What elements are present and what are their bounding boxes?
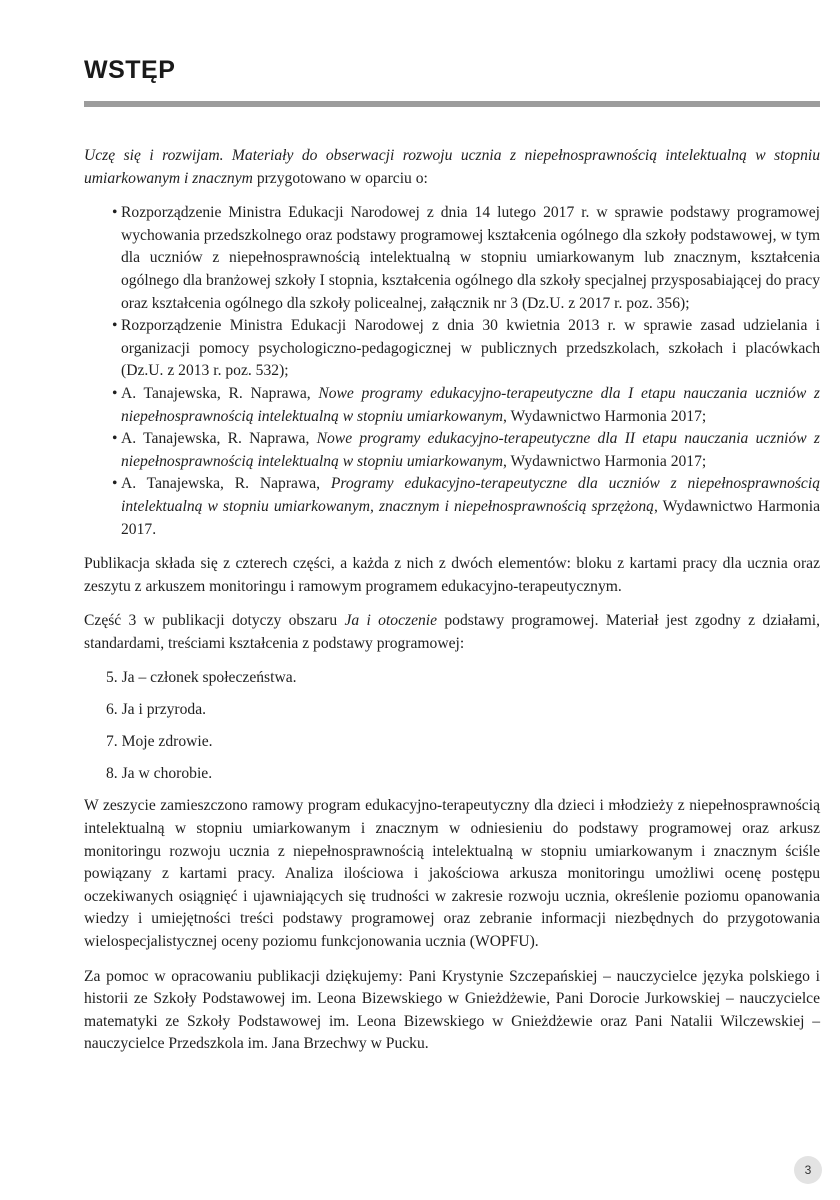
reference-item: • A. Tanajewska, R. Naprawa, Programy edukacyjno-terapeutyczne dla uczniów z niepełnosprawnością intelektualną w stopniu umiarkowanym, znacznym i niepełnosprawnością sprzężoną, Wydawnictwo Harmonia 2017. (112, 475, 820, 538)
section-item: 8. Ja w chorobie. (106, 765, 213, 783)
sections-list (84, 667, 820, 785)
reference-item: • A. Tanajewska, R. Naprawa, Nowe programy edukacyjno-terapeutyczne dla I etapu nauczania uczniów z niepełnosprawnością intelektualną w stopniu umiarkowanym, Wydawnictwo Harmonia 2017; (112, 384, 820, 425)
area-name: Ja i otoczenie (344, 612, 438, 630)
part-paragraph: Część 3 w publikacji dotyczy obszaru Ja i otoczenie podstawy programowej. Materiał jest zgodny z działami, standardami, treściami kształcenia z podstawy programowej: (84, 612, 820, 652)
structure-paragraph: Publikacja składa się z czterech części, a każda z nich z dwóch elementów: bloku z kartami pracy dla ucznia oraz zeszytu z arkuszem monitoringu i ramowym programem edukacyjno-terapeutycznym. (84, 555, 820, 595)
references-list (84, 202, 820, 541)
bullet-icon: • (112, 204, 118, 222)
reference-item: • Rozporządzenie Ministra Edukacji Narodowej z dnia 30 kwietnia 2013 r. w sprawie zasad udzielania i organizacji pomocy psychologiczno-pedagogicznej w publicznych przedszkolach, szkołach i placówkach (Dz.U. z 2013 r. poz. 532); (112, 317, 820, 380)
bullet-icon: • (112, 384, 118, 402)
bullet-icon: • (112, 430, 118, 448)
section-item: 7. Moje zdrowie. (106, 733, 213, 751)
intro-paragraph (84, 145, 820, 190)
section-item: 5. Ja – członek społeczeństwa. (106, 669, 297, 687)
reference-item: • A. Tanajewska, R. Naprawa, Nowe programy edukacyjno-terapeutyczne dla II etapu nauczania uczniów z niepełnosprawnością intelektualną w stopniu umiarkowanym, Wydawnictwo Harmonia 2017; (112, 430, 820, 470)
reference-item: • Rozporządzenie Ministra Edukacji Narodowej z dnia 14 lutego 2017 r. w sprawie podstawy programowej wychowania przedszkolnego oraz podstawy programowej kształcenia ogólnego dla szkoły podstawowej, w tym dla uczniów z niepełnosprawnością intelektualną w stopniu umiarkowanym lub znacznym, kształcenia ogólnego dla branżowej szkoły I stopnia, kształcenia ogólnego dla szkoły specjalnej przysposabiającej do pracy oraz kształcenia ogólnego dla szkoły policealnej, załącznik nr 3 (Dz.U. z 2017 r. poz. 356); (112, 204, 820, 312)
acknowledgements-paragraph: Za pomoc w opracowaniu publikacji dziękujemy: Pani Krystynie Szczepańskiej – nauczycielce języka polskiego i historii ze Szkoły Podstawowej im. Leona Bizewskiego w Gnieżdżewie, Pani Dorocie Jurkowskiej – nauczycielce matematyki ze Szkoły Podstawowej im. Leona Bizewskiego w Gnieżdżewie oraz Pani Natalii Wilczewskiej – nauczycielce Przedszkola im. Jana Brzechwy w Pucku. (84, 967, 820, 1053)
program-paragraph: W zeszycie zamieszczono ramowy program edukacyjno-terapeutyczny dla dzieci i młodzieży z niepełnosprawnością intelektualną w stopniu umiarkowanym i znacznym w odniesieniu do podstawy programowej oraz arkusz monitoringu rozwoju ucznia z niepełnosprawnością intelektualną w stopniu umiarkowanym i znacznym ściśle powiązany z kartami pracy. Analiza ilościowa i jakościowa arkusza monitoringu umożliwi ocenę postępu oczekiwanych osiągnięć i ujawniających się trudności w zakresie rozwoju ucznia, określenie poziomu opanowania wiedzy i umiejętności treści podstawy programowej oraz zebranie informacji niezbędnych do przygotowania wielospecjalistycznej oceny poziomu funkcjonowania ucznia (WOPFU). (84, 797, 820, 951)
page-number-badge: 3 (794, 1156, 822, 1184)
bullet-icon: • (112, 475, 118, 493)
title-divider (84, 101, 820, 107)
intro-text: przygotowano w oparciu o: (252, 169, 428, 187)
document-body (84, 145, 820, 1068)
section-item: 6. Ja i przyroda. (106, 701, 207, 719)
bullet-icon: • (112, 317, 118, 335)
page-title: WSTĘP (84, 56, 176, 84)
intro-title: Uczę się i rozwijam. Materiały do obserwacji rozwoju ucznia z niepełnosprawnością intelektualną w stopniu umiarkowanym i znacznym (84, 147, 820, 187)
